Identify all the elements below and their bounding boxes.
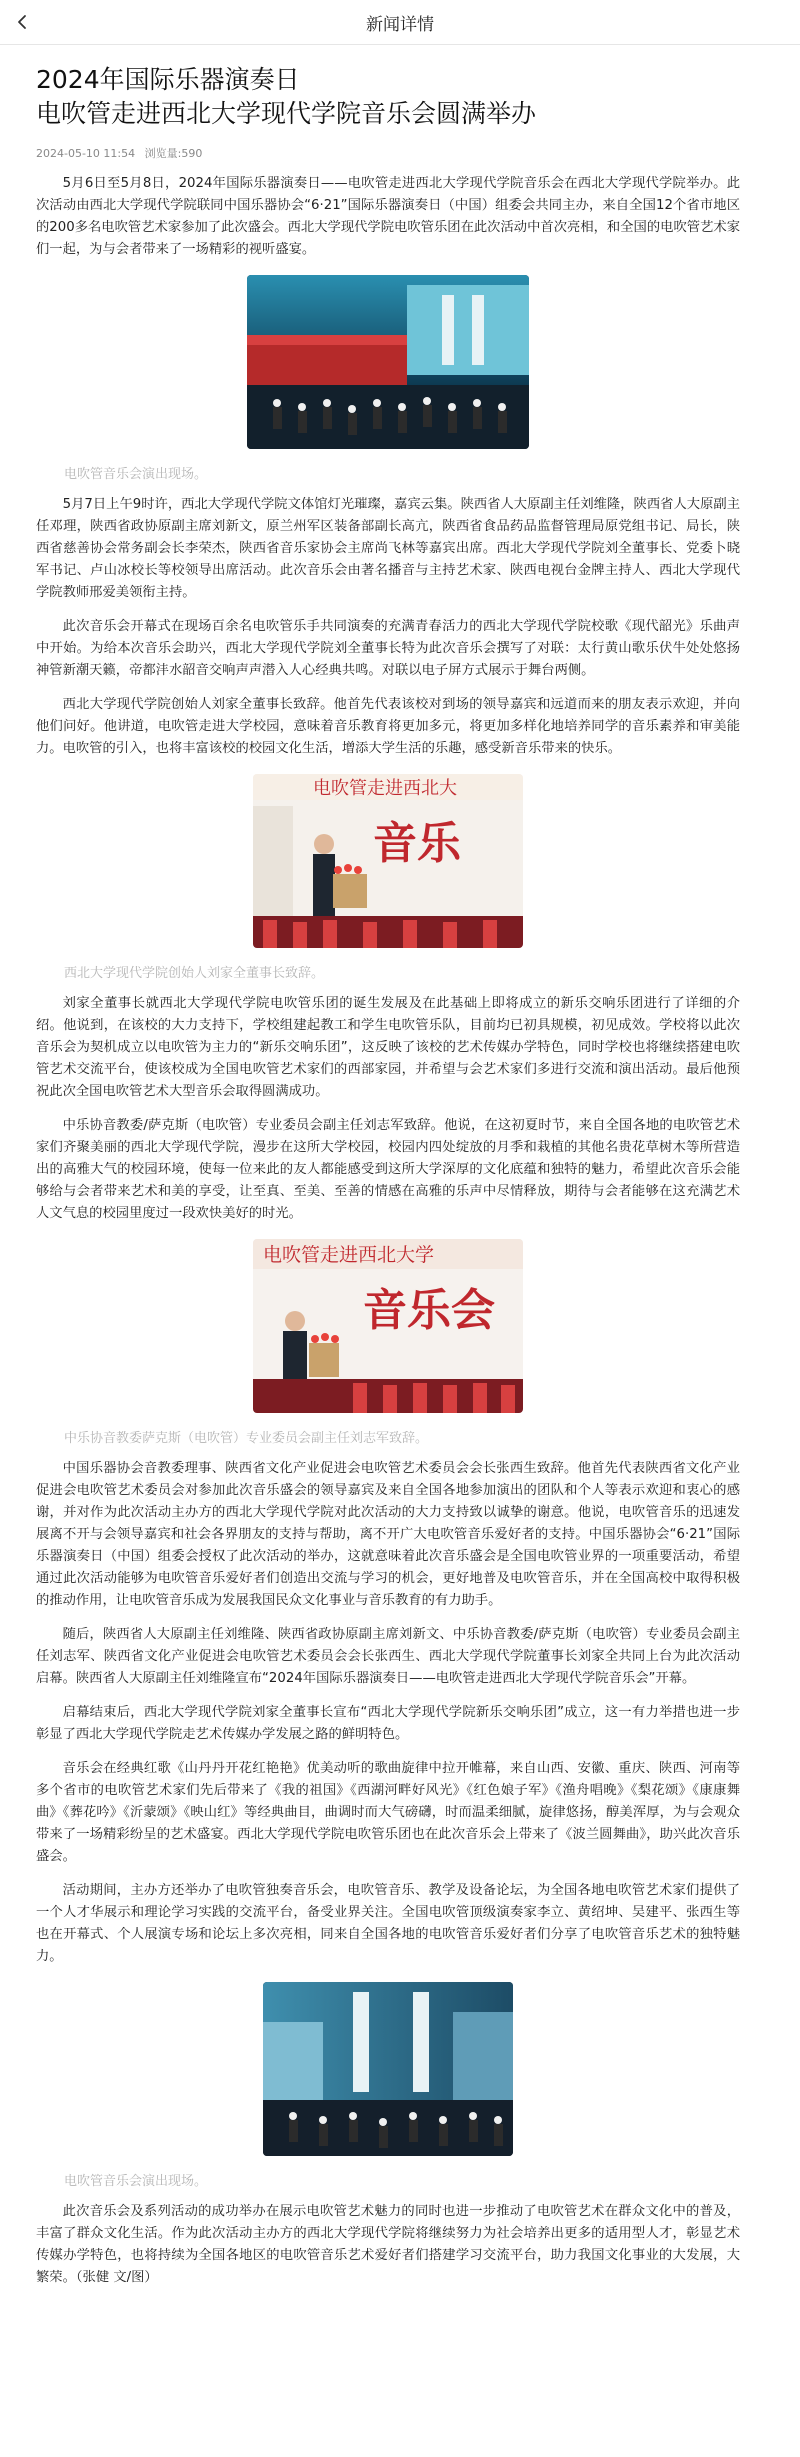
paragraph: 音乐会在经典红歌《山丹丹开花红艳艳》优美动听的歌曲旋律中拉开帷幕，来自山西、安徽、重庆、陕西、河南等多个省市的电吹管艺术家们先后带来了《我的祖国》《西湖河畔好风光》《红色娘子军》《渔舟唱晚》《梨花颂》《康康舞曲》《葬花吟》《沂蒙颂》《映山红》等经典曲目，曲调时而大气磅礴，时而温柔细腻，旋律悠扬，醇美浑厚，为与会观众带来了一场精彩纷呈的艺术盛宴。西北大学现代学院电吹管乐团也在此次音乐会上带来了《波兰圆舞曲》，助兴此次音乐盛会。 [36,1761,740,1864]
paragraph: 活动期间，主办方还举办了电吹管独奏音乐会，电吹管音乐、教学及设备论坛，为全国各地电吹管艺术家们提供了一个人才华展示和理论学习实践的交流平台，备受业界关注。全国电吹管顶级演奏家李立、黄绍坤、吴建平、张西生等也在开幕式、个人展演专场和论坛上多次亮相，同来自全国各地的电吹管音乐爱好者们分享了电吹管音乐艺术的独特魅力。 [36,1883,740,1964]
banner-big-text: 音乐会 [363,1285,495,1336]
photo-caption: 中乐协音教委萨克斯（电吹管）专业委员会副主任刘志军致辞。 [64,1431,429,1446]
paragraph: 此次音乐会开幕式在现场百余名电吹管乐手共同演奏的充满青春活力的西北大学现代学院校歌《现代韶光》乐曲声中开始。为给本次音乐会助兴，西北大学现代学院刘全董事长特为此次音乐会撰写了对联：太行黄山歌乐伏牛处处悠扬神管新潮天籁，帝都沣水韶音交响声声潜入人心经典共鸣。对联以电子屏方式展示于舞台两侧。 [36,619,740,678]
back-button[interactable] [8,8,36,36]
page-header-title: 新闻详情 [366,14,434,35]
paragraph: 中国乐器协会音教委理事、陕西省文化产业促进会电吹管艺术委员会会长张西生致辞。他首先代表陕西省文化产业促进会电吹管艺术委员会对参加此次音乐盛会的领导嘉宾及来自全国各地参加演出的团队和个人等表示欢迎和衷心的感谢，并对作为此次活动主办方的西北大学现代学院对此次活动的大力支持致以诚挚的谢意。他说，电吹管音乐的迅速发展离不开与会领导嘉宾和社会各界朋友的支持与帮助，离不开广大电吹管音乐爱好者的支持。中国乐器协会“6·21”国际乐器演奏日（中国）组委会授权了此次活动的举办，这就意味着此次音乐盛会是全国电吹管业界的一项重要活动，希望通过此次活动能够为电吹管音乐爱好者们创造出交流与学习的机会，更好地普及电吹管音乐，并在全国高校中取得积极的推动作用，让电吹管音乐成为发展我国民众文化事业与音乐教育的有力助手。 [36,1461,740,1608]
concert-stage-photo [247,275,529,449]
article-title-line2: 电吹管走进西北大学现代学院音乐会圆满举办 [36,99,537,128]
paragraph: 5月6日至5月8日，2024年国际乐器演奏日——电吹管走进西北大学现代学院音乐会在西北大学现代学院举办。此次活动由西北大学现代学院联同中国乐器协会“6·21”国际乐器演奏日（中国）组委会共同主办，来自全国12个省市地区的200多名电吹管艺术家参加了此次盛会。西北大学现代学院电吹管乐团在此次活动中首次亮相，和全国的电吹管艺术家们一起，为与会者带来了一场精彩的视听盛宴。 [36,176,740,257]
banner-text: 电吹管走进西北大 [313,778,457,799]
paragraph: 启幕结束后，西北大学现代学院刘家全董事长宣布“西北大学现代学院新乐交响乐团”成立，这一有力举措也进一步彰显了西北大学现代学院走艺术传媒办学发展之路的鲜明特色。 [36,1705,740,1742]
top-navigation-bar [0,0,800,45]
paragraph: 刘家全董事长就西北大学现代学院电吹管乐团的诞生发展及在此基础上即将成立的新乐交响乐团进行了详细的介绍。他说到，在该校的大力支持下，学校组建起教工和学生电吹管乐队，目前均已初具规模，初见成效。学校将以此次音乐会为契机成立以电吹管为主力的“新乐交响乐团”，这反映了该校的艺术传媒办学特色，同时学校也将继续搭建电吹管艺术交流平台，使该校成为全国电吹管艺术家们的西部家园，并希望与会艺术家们多进行交流和演出活动。最后他预祝此次全国电吹管艺术大型音乐会取得圆满成功。 [36,996,740,1099]
paragraph: 此次音乐会及系列活动的成功举办在展示电吹管艺术魅力的同时也进一步推动了电吹管艺术在群众文化中的普及，丰富了群众文化生活。作为此次活动主办方的西北大学现代学院将继续努力为社会培养出更多的适用型人才，彰显艺术传媒办学特色，也将持续为全国各地区的电吹管音乐艺术爱好者们搭建学习交流平台，助力我国文化事业的大发展，大繁荣。（张健 文/图） [36,2204,740,2285]
photo-caption: 电吹管音乐会演出现场。 [64,467,208,482]
chevron-left-icon [14,14,30,30]
paragraph: 西北大学现代学院创始人刘家全董事长致辞。他首先代表该校对到场的领导嘉宾和远道而来的朋友表示欢迎，并向他们问好。他讲道，电吹管走进大学校园，意味着音乐教育将更加多元，将更加多样化地培养同学的音乐素养和审美能力。电吹管的引入，也将丰富该校的校园文化生活，增添大学生活的乐趣，感受新音乐带来的快乐。 [36,697,740,756]
banner-big-text: 音乐 [373,818,461,869]
speaker-photo [253,774,523,948]
banner-text: 电吹管走进西北大学 [263,1244,435,1266]
photo-caption: 电吹管音乐会演出现场。 [64,2174,208,2189]
speaker-photo [253,1239,523,1413]
article-photo [36,1239,740,1413]
article-photo [36,275,740,449]
paragraph: 5月7日上午9时许，西北大学现代学院文体馆灯光璀璨，嘉宾云集。陕西省人大原副主任刘维隆，陕西省人大原副主任邓理，陕西省政协原副主席刘新文，原兰州军区装备部副长高亢，陕西省食品药品监督管理局原党组书记、局长，陕西省慈善协会常务副会长李荣杰，陕西省音乐家协会主席尚飞林等嘉宾出席。西北大学现代学院刘全董事长、党委卜晓军书记、卢山冰校长等校领导出席活动。此次音乐会由著名播音与主持艺术家、陕西电视台金牌主持人、西北大学现代学院教师邢爱美领衔主持。 [36,497,740,600]
article-photo [36,774,740,948]
paragraph: 中乐协音教委/萨克斯（电吹管）专业委员会副主任刘志军致辞。他说，在这初夏时节，来自全国各地的电吹管艺术家们齐聚美丽的西北大学现代学院，漫步在这所大学校园，校园内四处绽放的月季和栽植的其他名贵花草树木等所营造出的高雅大气的校园环境，使每一位来此的友人都能感受到这所大学深厚的文化底蕴和独特的魅力，希望此次音乐会能够给与会者带来艺术和美的享受，让至真、至美、至善的情感在高雅的乐声中尽情释放，期待与会者能够在这充满艺术人文气息的校园里度过一段欢快美好的时光。 [36,1118,740,1221]
concert-stage-photo [263,1982,513,2156]
publish-date: 2024-05-10 11:54 [36,147,136,160]
article-title-line1: 2024年国际乐器演奏日 [36,65,300,94]
article-body [0,45,800,2289]
article-photo [36,1982,740,2156]
photo-caption: 西北大学现代学院创始人刘家全董事长致辞。 [64,966,325,981]
paragraph: 随后，陕西省人大原副主任刘维隆、陕西省政协原副主席刘新文、中乐协音教委/萨克斯（电吹管）专业委员会副主任刘志军、陕西省文化产业促进会电吹管艺术委员会会长张西生、西北大学现代学院董事长刘家全共同上台为此次活动启幕。陕西省人大原副主任刘维隆宣布“2024年国际乐器演奏日——电吹管走进西北大学现代学院音乐会”开幕。 [36,1627,740,1686]
article-title [36,63,740,131]
article-meta [36,145,740,161]
view-count: 浏览量:590 [144,147,203,160]
